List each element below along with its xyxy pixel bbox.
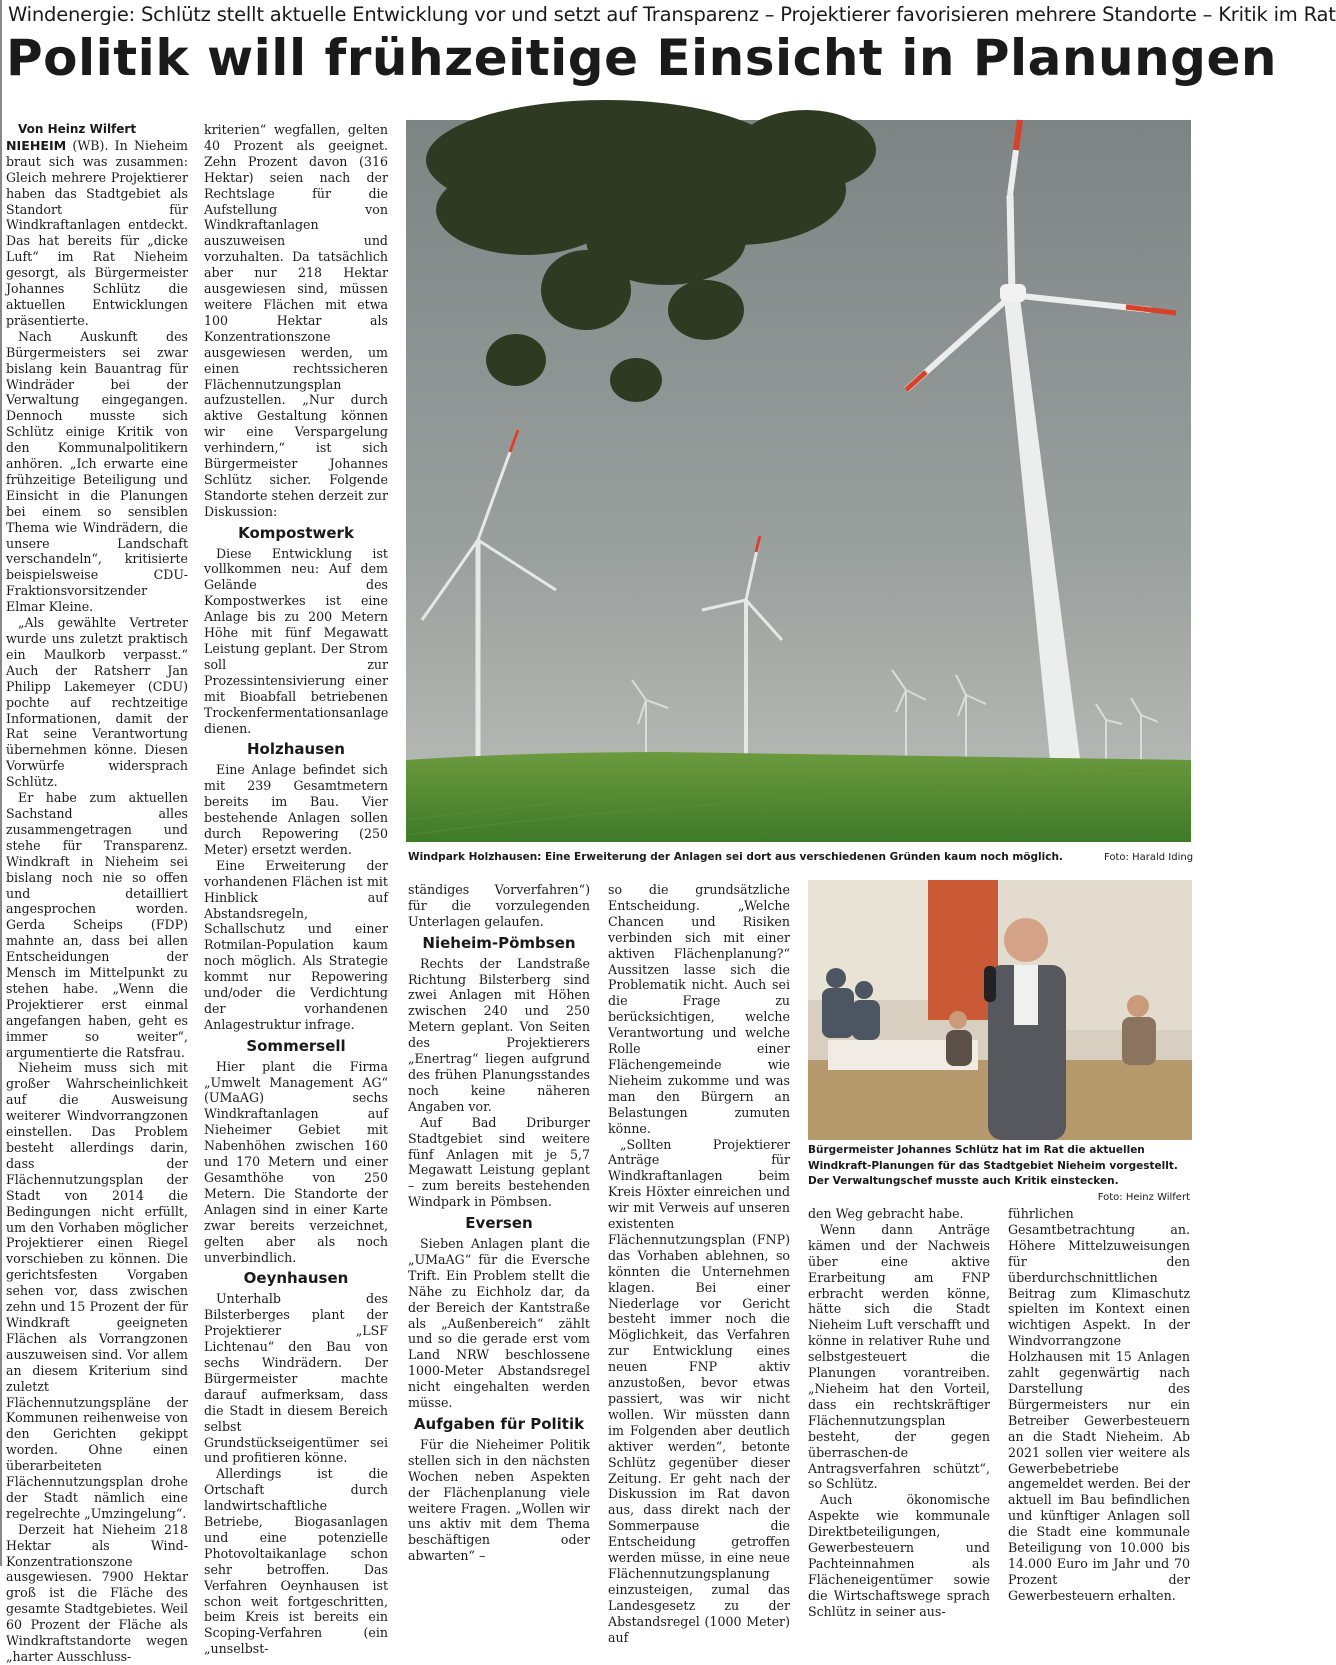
col1-p1-text: (WB). In Nieheim braut sich was zusammen: Gleich mehrere Projektierer haben das Stadtgebiet als Standort für Windkraftanlagen entdeckt. Das hat bereits für „dicke Luft“ im Rat Nieheim gesorgt, als Bürgermeister Johannes Schlütz die aktuellen Entwicklungen präsentierte. (6, 137, 188, 328)
col3-poemb2: Auf Bad Driburger Stadtgebiet sind weitere fünf Anlagen mit je 5,7 Megawatt Leistung geplant – zum bereits bestehenden Windpark in Pömbsen. (408, 1114, 590, 1210)
column-5 (808, 1206, 990, 1619)
col2-kompost: Diese Entwicklung ist vollkommen neu: Auf dem Gelände des Kompostwerkes ist eine Anlage bis zu 200 Metern Höhe mit fünf Megawatt Leistung geplant. Der Strom soll zur Prozessintensivierung einer mit Bioabfall betriebenen Trockenfermentationsanlage dienen. (204, 545, 389, 736)
col4-p2: „Sollten Projektierer Anträge für Windkraftanlagen beim Kreis Höxter einreichen und wir mit Verweis auf unseren existenten Flächennutzungsplan (FNP) das Vorhaben ablehnen, so könnten die Unternehmen klagen. Bei einer Niederlage vor Gericht besteht immer noch die Möglichkeit, das Verfahren zur Entwicklung eines neuen FNP aktiv anzustoßen, bevor etwas passiert, was wir nicht wollen. Wir müssten dann im Folgenden aber deutlich aktiver werden“, betonte Schlütz gegenüber dieser Zeitung. Er geht nach der Diskussion im Rat davon aus, dass direkt nach der Sommerpause die Entscheidung getroffen werden müsse, in eine neue Flächennutzungsplanung einzusteigen, zumal das Landesgesetz zu der Abstandsregel (1000 Meter) auf (608, 1136, 790, 1645)
col3-poemb1: Rechts der Landstraße Richtung Bilsterberg sind zwei Anlagen mit Höhen zwischen 240 und 250 Metern geplant. Von Seiten des Projektierers „Enertrag“ liegen aufgrund des frühen Planungsstandes noch keine näheren Angaben vor. (408, 955, 590, 1114)
header-rule (0, 0, 2, 1566)
col4-p1: so die grundsätzliche Entscheidung. „Welche Chancen und Risiken verbinden sich mit einer aktiven Flächenplanung?“ Aussitzen lasse sich die Problematik nicht. Auch sei die Frage zu berücksichtigen, welche Verantwortung und welche Rolle einer Flächengemeinde wie Nieheim zukomme und was man den Bürgern an Belastungen zumuten könne. (608, 882, 790, 1136)
col3-eversen: Sieben Anlagen plant die „UMaAG“ für die Eversche Trift. Ein Problem stellt die Nähe zu Eichholz dar, da der Bereich der Kantstraße als „Außenbereich“ zählt und so die gerade erst vom Land NRW beschlossene 1000-Meter Abstandsregel nicht eingehalten werden müsse. (408, 1236, 590, 1411)
col3-p1: ständiges Vorverfahren“) für die vorzulegenden Unterlagen gelaufen. (408, 882, 590, 929)
photo2-credit: Foto: Heinz Wilfert (1097, 1191, 1190, 1203)
col1-p1 (6, 138, 188, 329)
headline: Politik will frühzeitige Einsicht in Planungen (6, 29, 1277, 87)
column-6 (1008, 1206, 1190, 1603)
photo1-credit: Foto: Harald Iding (1104, 852, 1194, 863)
col2-sommer: Hier plant die Firma „Umwelt Management AG“ (UMaAG) sechs Windkraftanlagen auf Nieheimer Gebiet mit Nabenhöhen zwischen 160 und 170 Metern und einer Gesamthöhe von 250 Metern. Die Standorte der Anlagen sind in einer Karte zwar bereits verzeichnet, gelten aber als noch unverbindlich. (204, 1058, 388, 1265)
subhead-sommersell: Sommersell (246, 1036, 346, 1055)
photo2-caption (808, 1143, 1190, 1205)
mayor-illustration (808, 880, 1192, 1140)
col5-p1: den Weg gebracht habe. (808, 1206, 964, 1221)
col1-p4: Er habe zum aktuellen Sachstand alles zusammengetragen und stehe für Transparenz. Windkraft in Nieheim sei bislang noch nie so offen und detailliert angesprochen worden. Gerda Scheips (FDP) mahnte an, dass bei allen Entscheidungen der Mensch im Mittelpunkt zu stehen habe. „Wenn die Projektierer erst einmal angefangen haben, geht es immer so weiter“, argumentierte die Ratsfrau. (6, 790, 188, 1060)
photo-windpark (406, 120, 1191, 842)
photo-mayor (808, 880, 1192, 1140)
photo1-caption: Windpark Holzhausen: Eine Erweiterung der Anlagen sei dort aus verschiedenen Gründen kaum noch möglich. (408, 851, 1063, 863)
column-1 (6, 122, 188, 1664)
col2-oeyn1: Unterhalb des Bilsterberges plant der Projektierer „LSF Lichtenau“ den Bau von sechs Windrädern. Der Bürgermeister machte darauf aufmerksam, dass die Stadt in diesem Bereich selbst Grundstückseigentümer sei und profitieren könne. (204, 1291, 388, 1466)
col1-p6: Derzeit hat Nieheim 218 Hektar als Wind-Konzentrationszone ausgewiesen. 7900 Hektar groß ist die Fläche des gesamte Stadtgebietes. Weil 60 Prozent der Fläche als Windkraftstandorte wegen „harter Ausschluss- (6, 1521, 188, 1664)
col1-p2: Nach Auskunft des Bürgermeisters sei zwar bislang kein Bauantrag für Windräder bei der Verwaltung eingegangen. Dennoch musste sich Schlütz einige Kritik von den Kommunalpolitikern anhören. „Ich erwarte eine frühzeitige Beteiligung und Einsicht in die Planungen bei einem so sensiblen Thema wie Windrädern, die unsere Landschaft verschandeln“, kritisierte beispielsweise CDU-Fraktionsvorsitzender Elmar Kleine. (6, 328, 188, 615)
col5-p2: Wenn dann Anträge kämen und der Nachweis über eine aktive Erarbeitung am FNP erbracht werden könne, hätte sich die Stadt Nieheim Luft verschafft und könne in relativer Ruhe und selbstgesteuert die Planungen vorantreiben. „Nieheim hat den Vorteil, dass ein rechtskräftiger Flächennutzungsplan besteht, der gegen überraschen-de Antragsverfahren schützt“, so Schlütz. (808, 1221, 990, 1492)
windpark-illustration (406, 120, 1191, 842)
col5-p3: Auch ökonomische Aspekte wie kommunale Direktbeteiligungen, Gewerbesteuern und Pachteinnahmen als Flächeneigentümer sowie die Wirtschaftswege sprach Schlütz in seiner aus- (808, 1492, 990, 1619)
col2-oeyn2: Allerdings ist die Ortschaft durch landwirtschaftliche Betriebe, Biogasanlagen und eine potenzielle Photovoltaikanlage schon sehr betroffen. Das Verfahren Oeynhausen ist schon weit fortgeschritten, beim Kreis ist bereits ein Scoping-Verfahren (ein „unselbst- (204, 1466, 388, 1657)
col2-p1: kriterien“ wegfallen, gelten 40 Prozent als geeignet. Zehn Prozent davon (316 Hektar) seien nach der Rechtslage für die Aufstellung von Windkraftanlagen auszuweisen und vorzuhalten. Da tatsächlich aber nur 218 Hektar ausgewiesen sind, müssen weitere Flächen mit etwa 100 Hektar als Konzentrationszone ausgewiesen werden, um einen rechtssicheren Flächennutzungsplan aufzustellen. „Nur durch aktive Gestaltung können wir eine Verspargelung verhindern,“ ist sich Bürgermeister Johannes Schlütz sicher. Folgende Standorte stehen derzeit zur Diskussion: (204, 122, 388, 519)
col1-p5: Nieheim muss sich mit großer Wahrscheinlichkeit auf die Ausweisung weiterer Windvorrangzonen einstellen. Das Problem besteht allerdings darin, dass der Flächennutzungsplan der Stadt von 2014 die Bedingungen nicht erfüllt, um den Vorhaben möglicher Projektierer einen Riegel vorschieben zu können. Die gerichtsfesten Vorgaben sehen vor, dass zwischen zehn und 15 Prozent der für Windkraft geeigneten Flächen als Vorrangzonen auszuweisen sind. Vor allem an diesem Kriterium sind zuletzt Flächennutzungspläne der Kommunen reihenweise von den Gerichten gekippt worden. Ohne einen überarbeiteten Flächennutzungsplan drohe der Stadt nämlich eine regelrechte „Umzingelung“. (6, 1060, 188, 1521)
column-2 (204, 122, 389, 1657)
photo2-caption-text: Bürgermeister Johannes Schlütz hat im Rat die aktuellen Windkraft-Planungen für das Stadtgebiet Nieheim vorgestellt. Der Verwaltungschef musste auch Kritik einstecken. (808, 1144, 1178, 1187)
subhead-holzhausen: Holzhausen (247, 740, 345, 759)
subhead-oeynhausen: Oeynhausen (243, 1269, 349, 1288)
column-4 (608, 882, 790, 1645)
subhead-eversen: Eversen (465, 1214, 533, 1233)
col2-holz1: Eine Anlage befindet sich mit 239 Gesamtmetern bereits im Bau. Vier bestehende Anlagen sollen durch Repowering (250 Meter) ersetzt werden. (204, 762, 388, 857)
kicker: Windenergie: Schlütz stellt aktuelle Entwicklung vor und setzt auf Transparenz – Projektierer favorisieren mehrere Standorte – Kritik im Rat (8, 3, 1336, 26)
dateline: NIEHEIM (6, 137, 67, 153)
subhead-kompostwerk: Kompostwerk (238, 523, 354, 542)
subhead-poembsen: Nieheim-Pömbsen (422, 933, 576, 952)
col3-aufgaben: Für die Nieheimer Politik stellen sich in den nächsten Wochen neben Aspekten der Flächenplanung viele weitere Fragen. „Wollen wir uns aktiv mit dem Thema beschäftigen oder abwarten“ – (408, 1436, 590, 1564)
column-3 (408, 882, 590, 1566)
green-field (406, 752, 1191, 842)
byline: Von Heinz Wilfert (18, 122, 137, 136)
col1-p3: „Als gewählte Vertreter wurde uns zuletzt praktisch ein Maulkorb verpasst.“ Auch der Ratsherr Jan Philipp Lakemeyer (CDU) pochte auf rechtzeitige Informationen, damit der Rat seine Verantwortung übernehmen könne. Diesen Vorwürfe widersprach Schlütz. (6, 615, 188, 790)
subhead-aufgaben: Aufgaben für Politik (413, 1415, 585, 1433)
col2-holz2: Eine Erweiterung der vorhandenen Flächen ist mit Hinblick auf Abstandsregeln, Schallschutz und einer Rotmilan-Population kaum noch möglich. Als Strategie kommt nur Repowering und/oder die Verdichtung der vorhandenen Anlagestruktur infrage. (204, 857, 388, 1032)
col6-p1: führlichen Gesamtbetrachtung an. Höhere Mittelzuweisungen für den überdurchschnittlichen Beitrag zum Klimaschutz spielten im Kontext einen wichtigen Aspekt. In der Windvorrangzone Holzhausen mit 15 Anlagen zahlt gegenwärtig nach Darstellung des Bürgermeisters nur ein Betreiber Gewerbesteuern an die Stadt Nieheim. Ab 2021 sollen vier weitere als Gewerbebetriebe angemeldet werden. Bei der aktuell im Bau befindlichen und künftiger Anlagen soll die Stadt eine kommunale Beteiligung von 10.000 bis 14.000 Euro im Jahr und 70 Prozent der Gewerbesteuern erhalten. (1008, 1206, 1190, 1603)
